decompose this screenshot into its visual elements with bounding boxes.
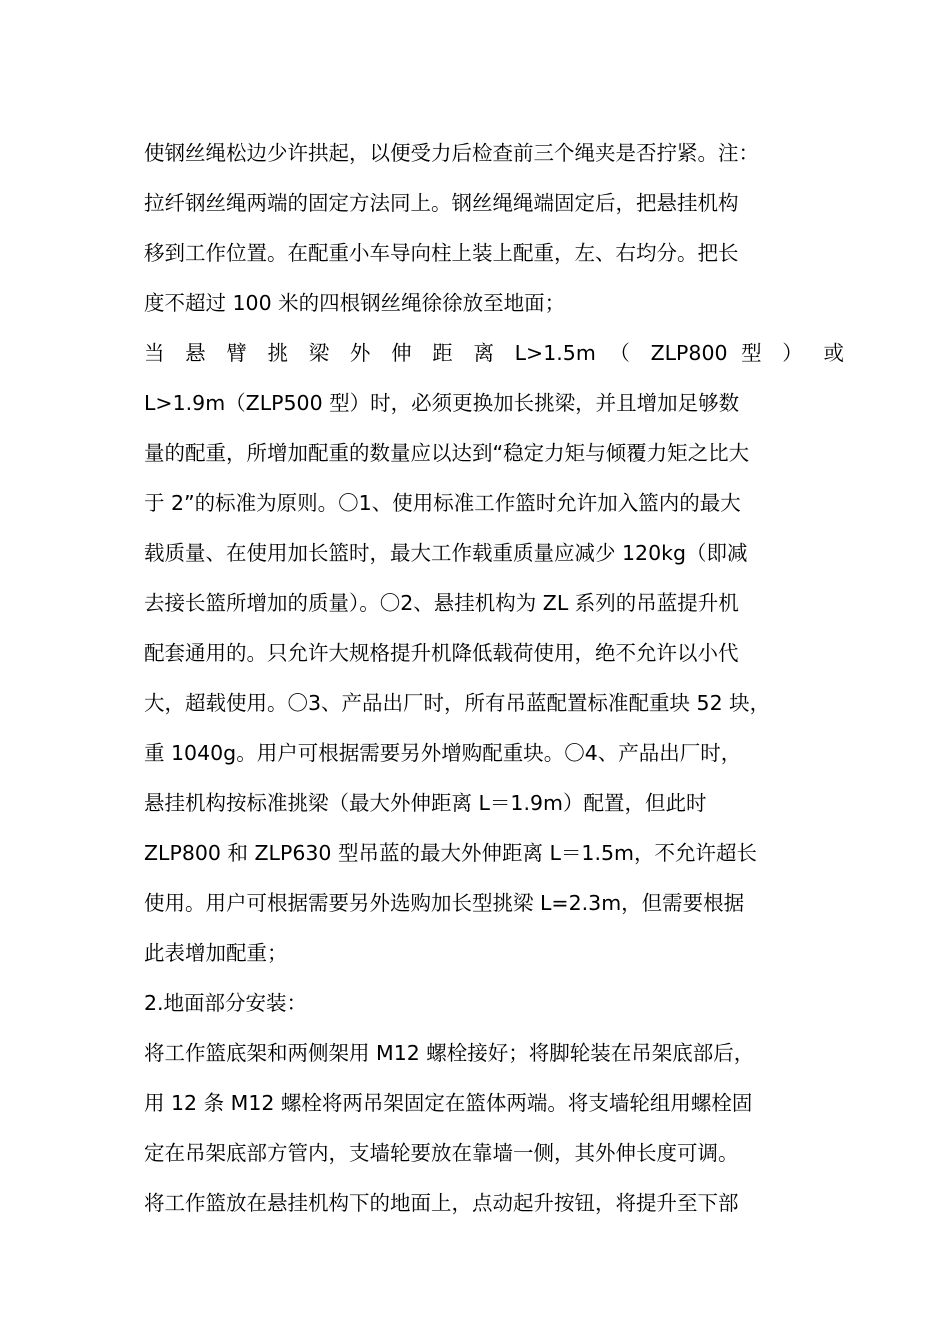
text-line: 用 12 条 M12 螺栓将两吊架固定在篮体两端。将支墙轮组用螺栓固 <box>144 1091 753 1115</box>
text-line: 将工作篮放在悬挂机构下的地面上，点动起升按钮，将提升至下部 <box>144 1191 739 1215</box>
text-line: 配套通用的。只允许大规格提升机降低载荷使用，绝不允许以小代 <box>144 641 739 665</box>
text-line: 去接长篮所增加的质量）。〇2、悬挂机构为 ZL 系列的吊蓝提升机 <box>144 591 739 615</box>
text-line: ZLP800 和 ZLP630 型吊蓝的最大外伸距离 L＝1.5m，不允许超长 <box>144 841 757 865</box>
text-line: 于 2”的标准为原则。〇1、使用标准工作篮时允许加入篮内的最大 <box>144 491 741 515</box>
text-line: 使用。用户可根据需要另外选购加长型挑梁 L=2.3m，但需要根据 <box>144 891 745 915</box>
text-line: 载质量、在使用加长篮时，最大工作载重质量应减少 120kg（即减 <box>144 541 748 565</box>
text-line: 大，超载使用。〇3、产品出厂时，所有吊蓝配置标准配重块 52 块， <box>144 691 771 715</box>
section-heading: 2.地面部分安装： <box>144 991 308 1015</box>
text-line: 移到工作位置。在配重小车导向柱上装上配重，左、右均分。把长 <box>144 241 739 265</box>
text-line: 定在吊架底部方管内，支墙轮要放在靠墙一侧，其外伸长度可调。 <box>144 1141 739 1165</box>
text-line: 量的配重，所增加配重的数量应以达到“稳定力矩与倾覆力矩之比大 <box>144 441 750 465</box>
text-line: 度不超过 100 米的四根钢丝绳徐徐放至地面； <box>144 291 566 315</box>
document-body <box>144 128 844 1228</box>
text-line: 悬挂机构按标准挑梁（最大外伸距离 L＝1.9m）配置，但此时 <box>144 791 707 815</box>
text-line: 当 悬 臂 挑 梁 外 伸 距 离 L>1.5m （ ZLP800 型 ） 或 <box>144 341 844 365</box>
text-line: 拉纤钢丝绳两端的固定方法同上。钢丝绳绳端固定后，把悬挂机构 <box>144 191 739 215</box>
text-line: 此表增加配重； <box>144 941 288 965</box>
text-line: 使钢丝绳松边少许拱起，以便受力后检查前三个绳夹是否拧紧。注： <box>144 141 759 165</box>
text-line: 将工作篮底架和两侧架用 M12 螺栓接好；将脚轮装在吊架底部后， <box>144 1041 755 1065</box>
text-line: 重 1040g。用户可根据需要另外增购配重块。〇4、产品出厂时， <box>144 741 742 765</box>
text-line: L>1.9m（ZLP500 型）时，必须更换加长挑梁，并且增加足够数 <box>144 391 740 415</box>
